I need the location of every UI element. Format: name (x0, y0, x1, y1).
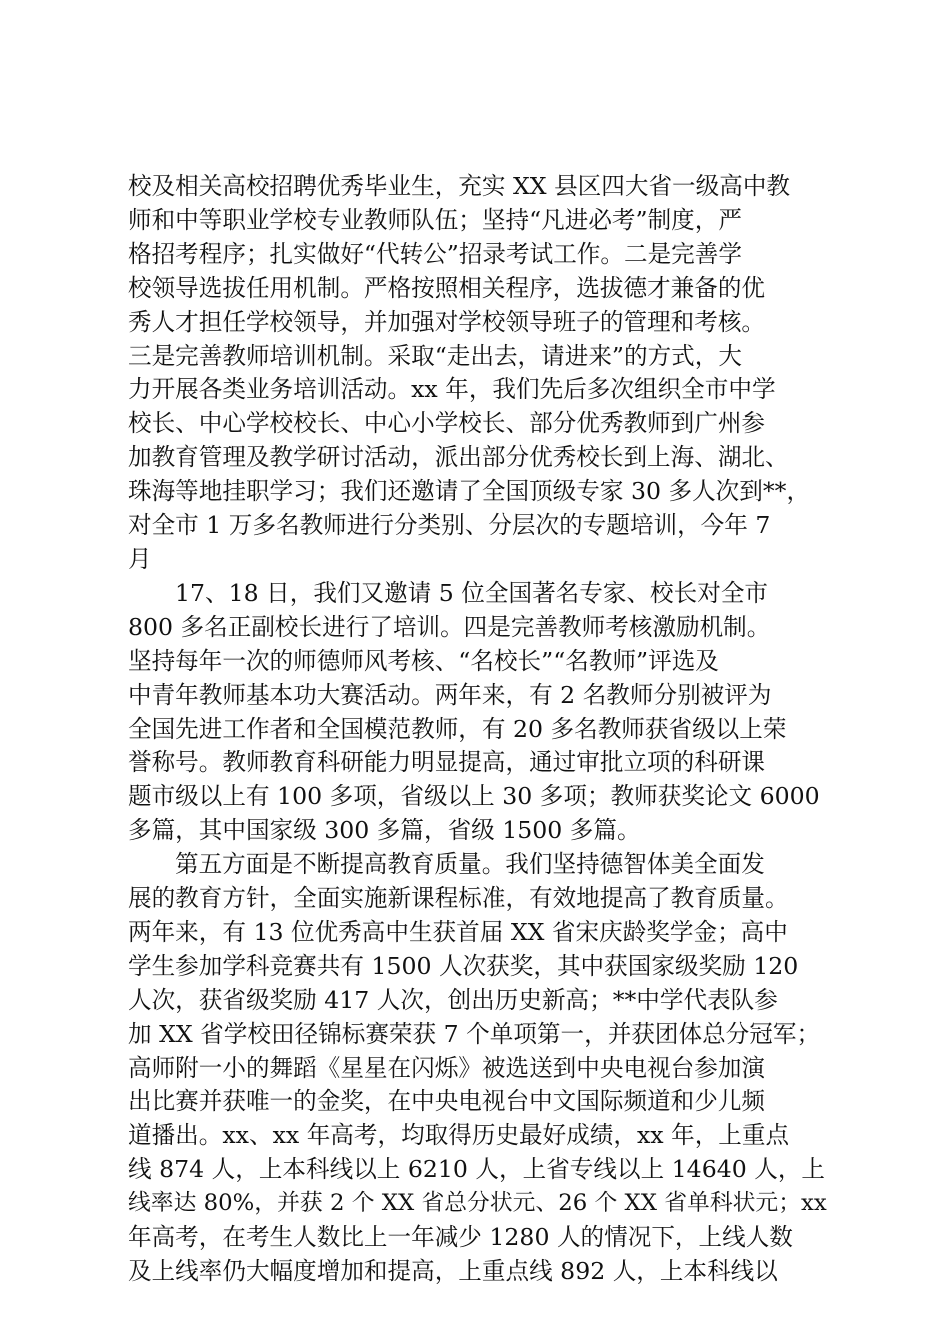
text-line: 多篇，其中国家级 300 多篇，省级 1500 多篇。 (128, 816, 641, 845)
text-line: 第五方面是不断提高教育质量。我们坚持德智体美全面发 (175, 850, 765, 879)
text-line: 校及相关高校招聘优秀毕业生，充实 XX 县区四大省一级高中教 (128, 172, 791, 200)
text-line: 线率达 80%，并获 2 个 XX 省总分状元、26 个 XX 省单科状元；xx (128, 1190, 827, 1217)
text-line: 800 多名正副校长进行了培训。四是完善教师考核激励机制。 (128, 612, 771, 641)
text-line: 秀人才担任学校领导，并加强对学校领导班子的管理和考核。 (128, 307, 766, 336)
text-line: 校领导选拔任用机制。严格按照相关程序，选拔德才兼备的优 (128, 273, 766, 302)
text-line: 加 XX 省学校田径锦标赛荣获 7 个单项第一，并获团体总分冠军； (128, 1019, 821, 1048)
text-line: 学生参加学科竞赛共有 1500 人次获奖，其中获国家级奖励 120 (128, 951, 799, 980)
paragraph (128, 577, 828, 848)
text-line: 展的教育方针，全面实施新课程标准，有效地提高了教育质量。 (128, 884, 789, 913)
text-line: 及上线率仍大幅度增加和提高，上重点线 892 人，上本科线以 (128, 1257, 778, 1285)
text-line: 月 (128, 544, 152, 573)
text-line: 年高考，在考生人数比上一年减少 1280 人的情况下，上线人数 (128, 1223, 793, 1252)
text-line: 道播出。xx、xx 年高考，均取得历史最好成绩，xx 年，上重点 (128, 1121, 790, 1150)
text-line: 誉称号。教师教育科研能力明显提高，通过审批立项的科研课 (128, 748, 766, 777)
text-line: 对全市 1 万多名教师进行分类别、分层次的专题培训，今年 7 (128, 511, 771, 540)
text-line: 人次，获省级奖励 417 人次，创出历史新高；**中学代表队参 (128, 985, 778, 1014)
text-line: 三是完善教师培训机制。采取“走出去，请进来”的方式，大 (128, 341, 742, 370)
text-line: 师和中等职业学校专业教师队伍；坚持“凡进必考”制度，严 (128, 205, 742, 234)
text-line: 力开展各类业务培训活动。xx 年，我们先后多次组织全市中学 (128, 375, 776, 404)
text-line: 题市级以上有 100 多项，省级以上 30 多项；教师获奖论文 6000 (128, 782, 820, 811)
text-line: 17、18 日，我们又邀请 5 位全国著名专家、校长对全市 (175, 578, 769, 607)
text-line: 校长、中心学校校长、中心小学校长、部分优秀教师到广州参 (128, 409, 766, 438)
text-line: 出比赛并获唯一的金奖，在中央电视台中文国际频道和少儿频 (128, 1087, 766, 1116)
text-line: 线 874 人，上本科线以上 6210 人，上省专线以上 14640 人，上 (128, 1155, 826, 1184)
text-line: 全国先进工作者和全国模范教师，有 20 多名教师获省级以上荣 (128, 714, 787, 743)
text-line: 格招考程序；扎实做好“代转公”招录考试工作。二是完善学 (128, 239, 742, 268)
text-line: 高师附一小的舞蹈《星星在闪烁》被选送到中央电视台参加演 (128, 1053, 766, 1082)
text-line: 两年来，有 13 位优秀高中生获首届 XX 省宋庆龄奖学金；高中 (128, 917, 788, 946)
document-body (128, 170, 828, 1289)
text-line: 加教育管理及教学研讨活动，派出部分优秀校长到上海、湖北、 (128, 443, 789, 472)
text-line: 珠海等地挂职学习；我们还邀请了全国顶级专家 30 多人次到**， (128, 477, 811, 506)
text-line: 中青年教师基本功大赛活动。两年来，有 2 名教师分别被评为 (128, 680, 772, 709)
paragraph (128, 848, 828, 1289)
paragraph (128, 170, 828, 577)
text-line: 坚持每年一次的师德师风考核、“名校长”“名教师”评选及 (128, 646, 719, 675)
